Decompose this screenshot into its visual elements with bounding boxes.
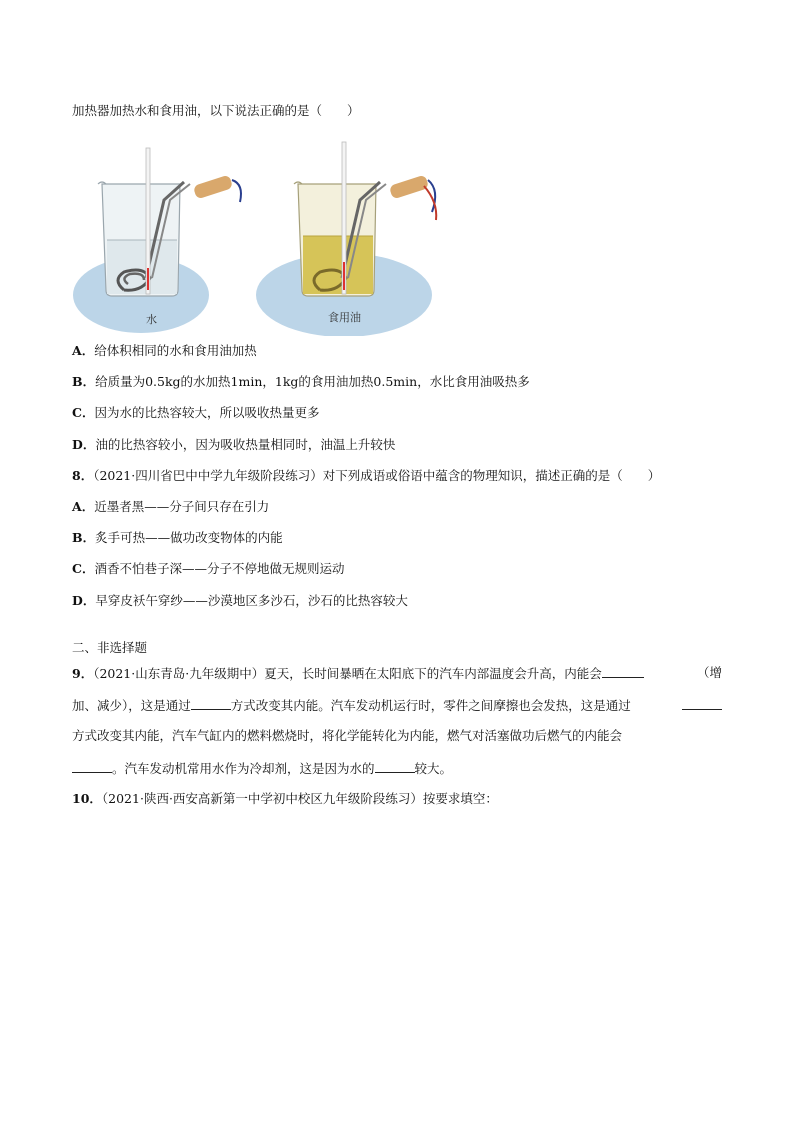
option-letter: D． [72,437,96,452]
option-letter: C． [72,561,95,576]
question-text: 方式改变其内能。汽车发动机运行时，零件之间摩擦也会发热，这是通过 [230,698,631,713]
q7-option-b [72,374,530,390]
water-beaker [98,148,241,296]
option-text: 近墨者黑——分子间只存在引力 [94,499,270,514]
section-title: 二、非选择题 [72,640,148,655]
question-text: 按要求填空： [422,791,498,806]
water-label: 水 [146,313,157,326]
question-number: 9． [72,666,94,681]
option-letter: D． [72,593,96,608]
question-text: （增 [696,665,722,680]
oil-label: 食用油 [328,311,361,324]
option-letter: B． [72,530,96,545]
answer-blank[interactable] [375,760,415,773]
question-text: 夏天，长时间暴晒在太阳底下的汽车内部温度会升高，内能会 [264,666,602,681]
q9-line-3: 方式改变其内能，汽车气缸内的燃料燃烧时，将化学能转化为内能，燃气对活塞做功后燃气的内能会 [72,728,623,743]
option-text: 给质量为0.5kg的水加热1min，1kg的食用油加热0.5min，水比食用油吸热多 [95,374,530,389]
beakers-illustration [72,140,442,336]
q9-line-1 [72,665,722,682]
option-letter: A． [72,499,95,514]
question-text: 较大。 [414,761,453,776]
question-source: （2021·四川省巴中中学九年级阶段练习） [93,468,323,483]
q7-option-d [72,437,395,453]
q8-option-b [72,530,283,546]
option-letter: B． [72,374,96,389]
question-text: 加、减少），这是通过 [72,698,191,713]
q7-stem: 加热器加热水和食用油，以下说法正确的是（ ） [72,103,360,118]
q7-option-c [72,405,319,421]
question-source: （2021·陕西·西安高新第一中学初中校区九年级阶段练习） [101,791,423,806]
question-number: 8． [72,468,94,483]
option-text: 给体积相同的水和食用油加热 [94,343,257,358]
option-text: 因为水的比热容较大，所以吸收热量更多 [94,405,320,420]
option-text: 酒香不怕巷子深——分子不停地做无规则运动 [94,561,345,576]
q9-line-2 [72,697,722,714]
question-number: 10． [72,791,102,806]
option-letter: A． [72,343,95,358]
answer-blank[interactable] [191,697,231,710]
answer-blank[interactable] [682,697,722,710]
option-letter: C． [72,405,95,420]
q9-line-4 [72,760,452,777]
q7-option-a [72,343,257,359]
question-source: （2021·山东青岛·九年级期中） [93,666,265,681]
q8-option-c [72,561,344,577]
option-text: 炙手可热——做功改变物体的内能 [95,530,283,545]
question-text: 。汽车发动机常用水作为冷却剂，这是因为水的 [112,761,375,776]
answer-blank[interactable] [602,665,644,678]
question-text: 对下列成语或俗语中蕴含的物理知识，描述正确的是（ ） [322,468,661,483]
q8-option-d [72,593,408,609]
answer-blank[interactable] [72,760,112,773]
q10-stem [72,791,498,807]
q8-stem [72,468,660,484]
q8-option-a [72,499,269,515]
q7-figure [72,140,442,336]
option-text: 早穿皮袄午穿纱——沙漠地区多沙石，沙石的比热容较大 [95,593,408,608]
option-text: 油的比热容较小，因为吸收热量相同时，油温上升较快 [95,437,396,452]
